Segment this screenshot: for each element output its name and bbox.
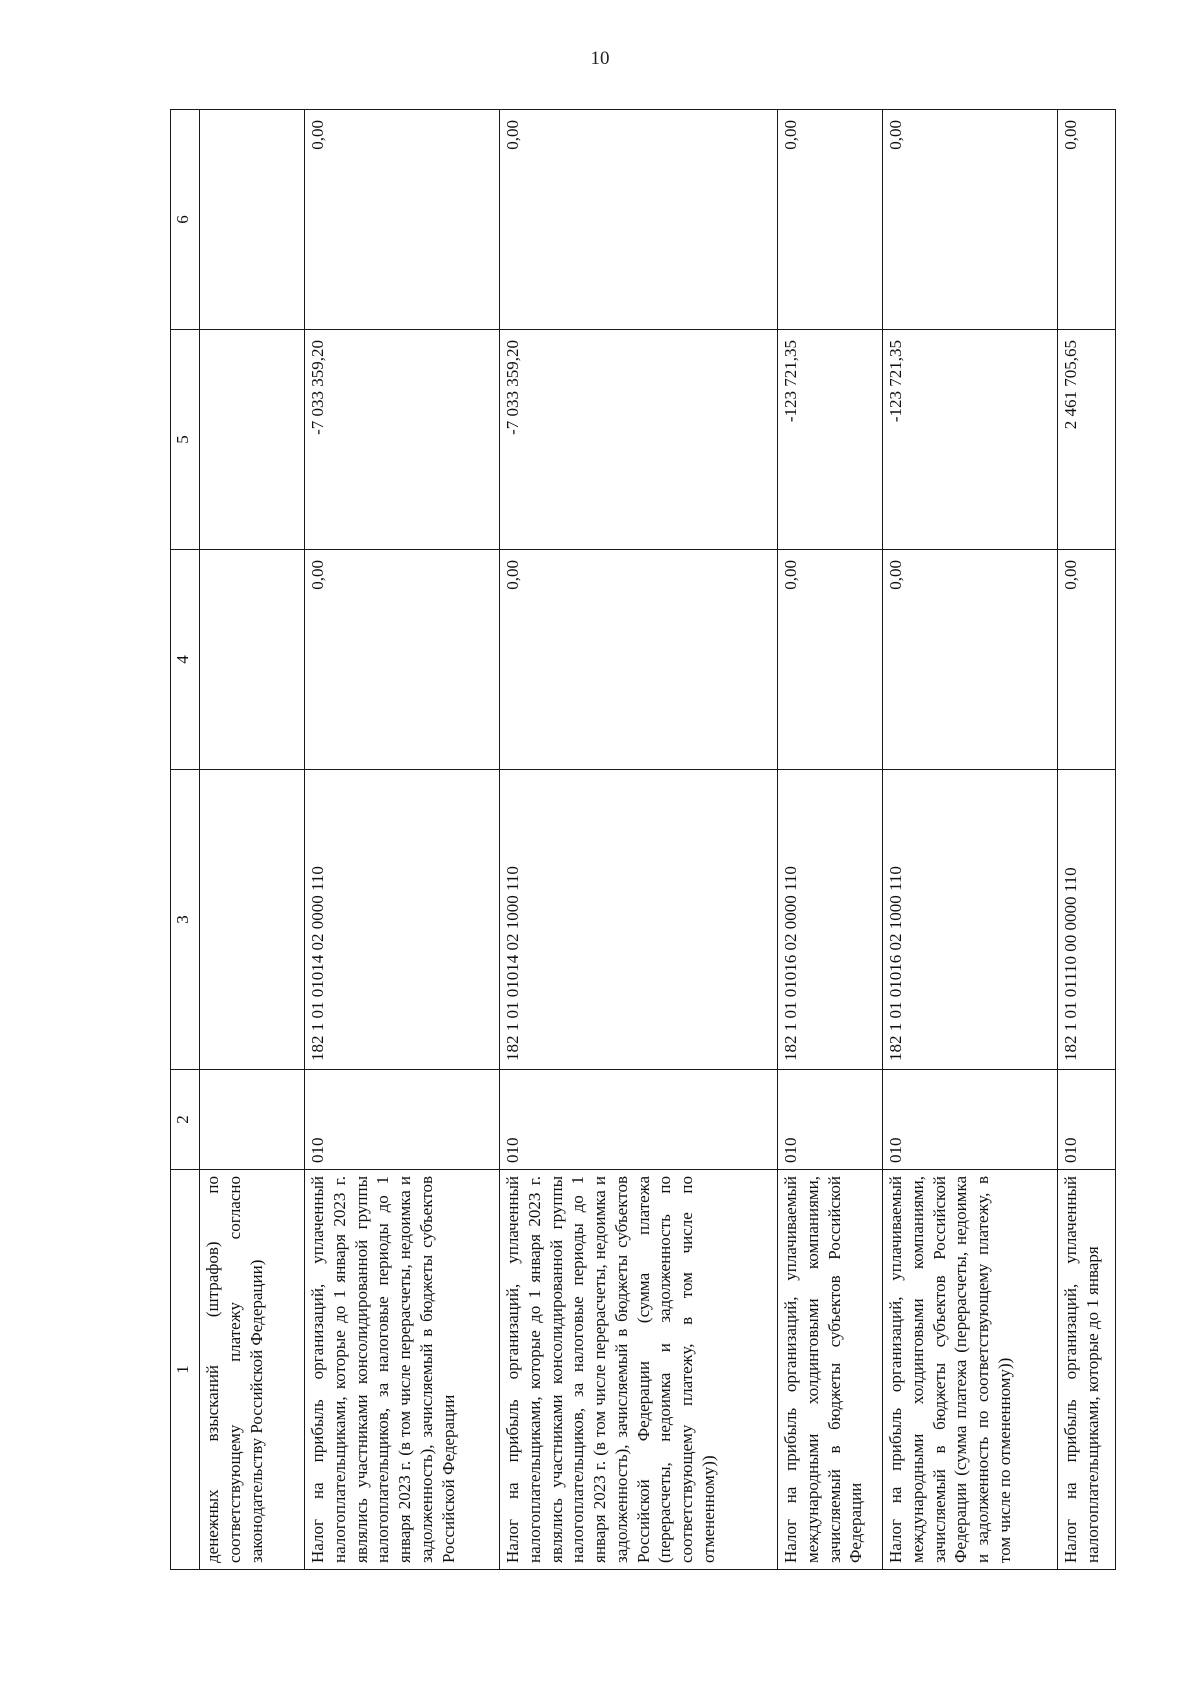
row-kbk-cell: 182 1 01 01110 00 0000 110 — [1058, 770, 1116, 1070]
table-row — [883, 110, 1058, 1570]
row-col5-cell: -123 721,35 — [778, 330, 883, 550]
row-col6-cell: 0,00 — [883, 110, 1058, 330]
row-code-cell: 010 — [778, 1070, 883, 1170]
table-header-row — [171, 110, 200, 1570]
row-col5-cell: -7 033 359,20 — [500, 330, 778, 550]
row-col5-cell: -123 721,35 — [883, 330, 1058, 550]
row-col4-cell: 0,00 — [305, 550, 500, 770]
row-kbk-cell — [200, 770, 305, 1070]
row-col5-cell: -7 033 359,20 — [305, 330, 500, 550]
row-name-cell: Налог на прибыль организаций, уплаченный налогоплательщиками, которые до 1 января 2023 г. являлись участниками консолидированной группы налогоплательщиков, за налоговые периоды до 1 января 2023 г. (в том числе перерасчеты, недоимка и задолженность), зачисляемый в бюджеты субъектов Российской Федерации (сумма платежа (перерасчеты, недоимка и задолженность по соответствующему платежу, в том числе по отмененному)) — [500, 1170, 778, 1570]
row-code-cell: 010 — [1058, 1070, 1116, 1170]
row-col6-cell: 0,00 — [305, 110, 500, 330]
row-kbk-cell: 182 1 01 01016 02 1000 110 — [883, 770, 1058, 1070]
column-header-4: 4 — [171, 550, 200, 770]
row-code-cell: 010 — [305, 1070, 500, 1170]
row-col5-cell — [200, 330, 305, 550]
revenue-table — [170, 109, 1116, 1570]
row-col4-cell: 0,00 — [883, 550, 1058, 770]
row-code-cell — [200, 1070, 305, 1170]
column-header-6: 6 — [171, 110, 200, 330]
row-col4-cell: 0,00 — [778, 550, 883, 770]
row-name-cell: Налог на прибыль организаций, уплачиваемый международными холдинговыми компаниями, зачисляемый в бюджеты субъектов Российской Федерации (сумма платежа (перерасчеты, недоимка и задолженность по соответствующему платежу, в том числе по отмененному)) — [883, 1170, 1058, 1570]
row-code-cell: 010 — [500, 1070, 778, 1170]
row-name-cell: Налог на прибыль организаций, уплаченный налогоплательщиками, которые до 1 января — [1058, 1170, 1116, 1570]
row-kbk-cell: 182 1 01 01014 02 1000 110 — [500, 770, 778, 1070]
row-col6-cell: 0,00 — [1058, 110, 1116, 330]
row-col4-cell: 0,00 — [500, 550, 778, 770]
row-col5-cell: 2 461 705,65 — [1058, 330, 1116, 550]
table-row — [778, 110, 883, 1570]
row-name-cell: денежных взысканий (штрафов) по соответствующему платежу согласно законодательству Российской Федерации) — [200, 1170, 305, 1570]
column-header-5: 5 — [171, 330, 200, 550]
column-header-3: 3 — [171, 770, 200, 1070]
row-col6-cell: 0,00 — [778, 110, 883, 330]
column-header-2: 2 — [171, 1070, 200, 1170]
row-kbk-cell: 182 1 01 01014 02 0000 110 — [305, 770, 500, 1070]
row-col4-cell — [200, 550, 305, 770]
row-kbk-cell: 182 1 01 01016 02 0000 110 — [778, 770, 883, 1070]
table-row — [1058, 110, 1116, 1570]
table-row — [305, 110, 500, 1570]
row-col6-cell: 0,00 — [500, 110, 778, 330]
row-name-cell: Налог на прибыль организаций, уплачиваемый международными холдинговыми компаниями, зачисляемый в бюджеты субъектов Российской Федерации — [778, 1170, 883, 1570]
row-name-cell: Налог на прибыль организаций, уплаченный налогоплательщиками, которые до 1 января 2023 г. являлись участниками консолидированной группы налогоплательщиков, за налоговые периоды до 1 января 2023 г. (в том числе перерасчеты, недоимка и задолженность), зачисляемый в бюджеты субъектов Российской Федерации — [305, 1170, 500, 1570]
page-number: 10 — [590, 48, 610, 69]
table-row — [500, 110, 778, 1570]
row-col6-cell — [200, 110, 305, 330]
row-code-cell: 010 — [883, 1070, 1058, 1170]
column-header-1: 1 — [171, 1170, 200, 1570]
rotated-table-container — [170, 110, 1112, 1570]
row-col4-cell: 0,00 — [1058, 550, 1116, 770]
table-row — [200, 110, 305, 1570]
